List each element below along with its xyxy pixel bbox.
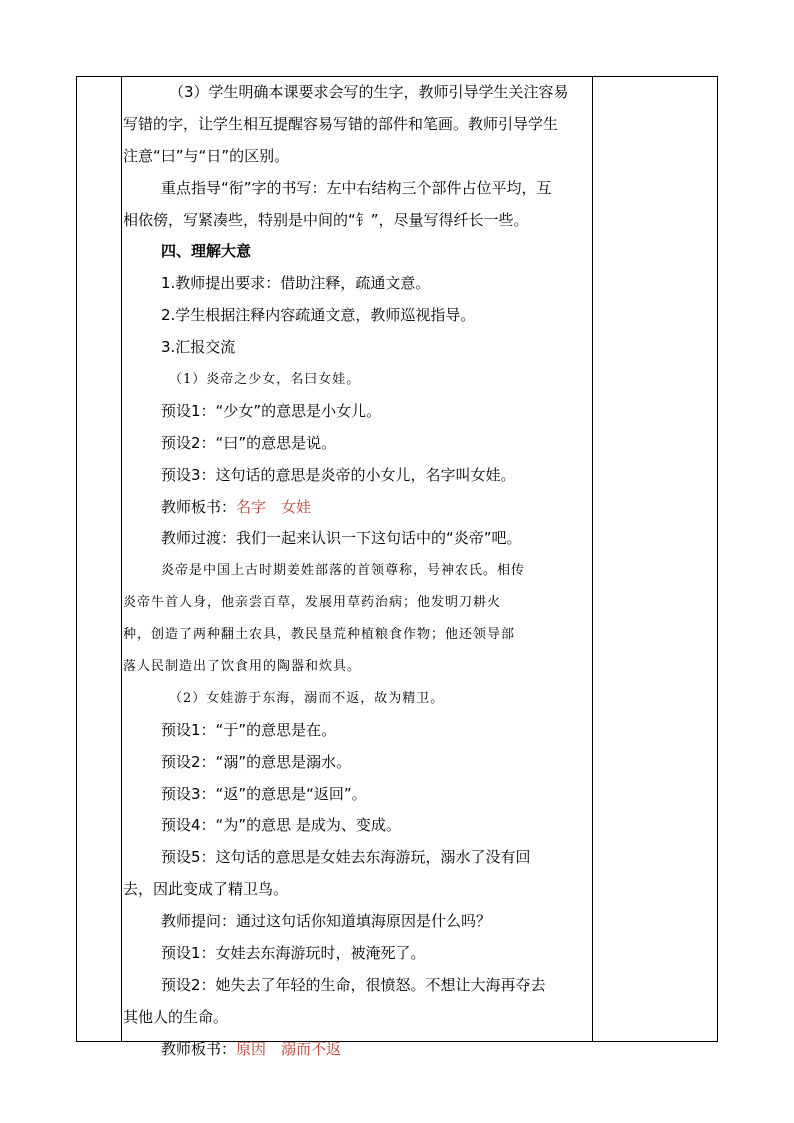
text-line: [123, 970, 593, 1002]
line-text: 预设1：“少女”的意思是小女儿。: [161, 401, 382, 420]
line-text: 预设2：“溺”的意思是溺水。: [161, 752, 352, 771]
text-line: [123, 555, 593, 587]
line-text: （1）炎帝之少女，名曰女娃。: [169, 372, 361, 388]
text-line: [123, 523, 593, 555]
text-line: [123, 396, 593, 428]
text-line: [123, 715, 593, 747]
line-text: 预设4：“为”的意思 是成为、变成。: [161, 816, 401, 835]
board-writing: 名字 女娃: [236, 497, 312, 516]
text-line: [123, 874, 593, 906]
line-text: 写错的字，让学生相互提醒容易写错的部件和笔画。教师引导学生: [123, 114, 559, 133]
text-line: [123, 747, 593, 779]
text-line: [123, 1002, 593, 1034]
text-line: [123, 332, 593, 364]
text-line: [123, 428, 593, 460]
text-line: [123, 619, 593, 651]
board-writing: 原因 溺而不返: [236, 1039, 342, 1058]
line-text: 预设3：“返”的意思是“返回”。: [161, 784, 367, 803]
text-line: [123, 1034, 593, 1066]
text-line: [123, 268, 593, 300]
line-text: 预设2：她失去了年轻的生命，很愤怒。不想让大海再夺去: [161, 975, 546, 994]
text-line: [123, 300, 593, 332]
text-line: [123, 810, 593, 842]
line-text: （3）学生明确本课要求会写的生字，教师引导学生关注容易: [169, 83, 569, 101]
lesson-content: [123, 77, 593, 1066]
line-text: 预设5：这句话的意思是女娃去东海游玩，溺水了没有回: [161, 848, 531, 867]
text-line: [123, 364, 593, 396]
line-text: 其他人的生命。: [123, 1007, 229, 1026]
line-text: 去，因此变成了精卫鸟。: [123, 880, 289, 899]
text-line: [123, 492, 593, 524]
text-line: [123, 236, 593, 268]
line-text: 炎帝牛首人身，他亲尝百草，发展用草药治病；他发明刀耕火: [123, 595, 502, 611]
text-line: [123, 173, 593, 205]
line-text: 炎帝是中国上古时期姜姓部落的首领尊称，号神农氏。相传: [161, 563, 526, 579]
text-line: [123, 109, 593, 141]
line-text: 2.学生根据注释内容疏通文意，教师巡视指导。: [161, 306, 476, 325]
text-line: [123, 651, 593, 683]
text-line: [123, 141, 593, 173]
line-text: 落人民制造出了饮食用的陶器和炊具。: [123, 659, 362, 675]
line-text: 种，创造了两种翻土农具，教民垦荒种植粮食作物；他还领导部: [123, 627, 516, 643]
line-text: 教师板书：: [161, 497, 237, 516]
line-text: 注意“曰”与“日”的区别。: [123, 146, 290, 165]
line-text: 重点指导“衔”字的书写：左中右结构三个部件占位平均，互: [161, 178, 552, 197]
line-text: 1.教师提出要求：借助注释，疏通文意。: [161, 274, 431, 293]
line-text: 3.汇报交流: [161, 338, 236, 357]
line-text: 预设2：“曰”的意思是说。: [161, 433, 337, 452]
line-text: 相依傍，写紧凑些，特别是中间的“钅”，尽量写得纤长一些。: [123, 210, 529, 229]
text-line: [123, 205, 593, 237]
table-divider-left: [121, 77, 122, 1041]
line-text: 预设1：女娃去东海游玩时，被淹死了。: [161, 944, 426, 963]
line-text: 预设1：“于”的意思是在。: [161, 720, 337, 739]
line-text: （2）女娃游于东海，溺而不返，故为精卫。: [169, 690, 445, 706]
text-line: [123, 842, 593, 874]
text-line: [123, 779, 593, 811]
text-line: [123, 906, 593, 938]
line-text: 预设3：这句话的意思是炎帝的小女儿，名字叫女娃。: [161, 465, 516, 484]
line-text: 教师提问：通过这句话你知道填海原因是什么吗？: [161, 912, 492, 931]
text-line: [123, 77, 593, 109]
text-line: [123, 587, 593, 619]
text-line: [123, 460, 593, 492]
lesson-table: [76, 76, 718, 1058]
text-line: [123, 683, 593, 715]
line-text: 四、理解大意: [161, 242, 252, 261]
line-text: 教师过渡：我们一起来认识一下这句话中的“炎帝”吧。: [161, 529, 522, 548]
text-line: [123, 938, 593, 970]
line-text: 教师板书：: [161, 1039, 237, 1058]
